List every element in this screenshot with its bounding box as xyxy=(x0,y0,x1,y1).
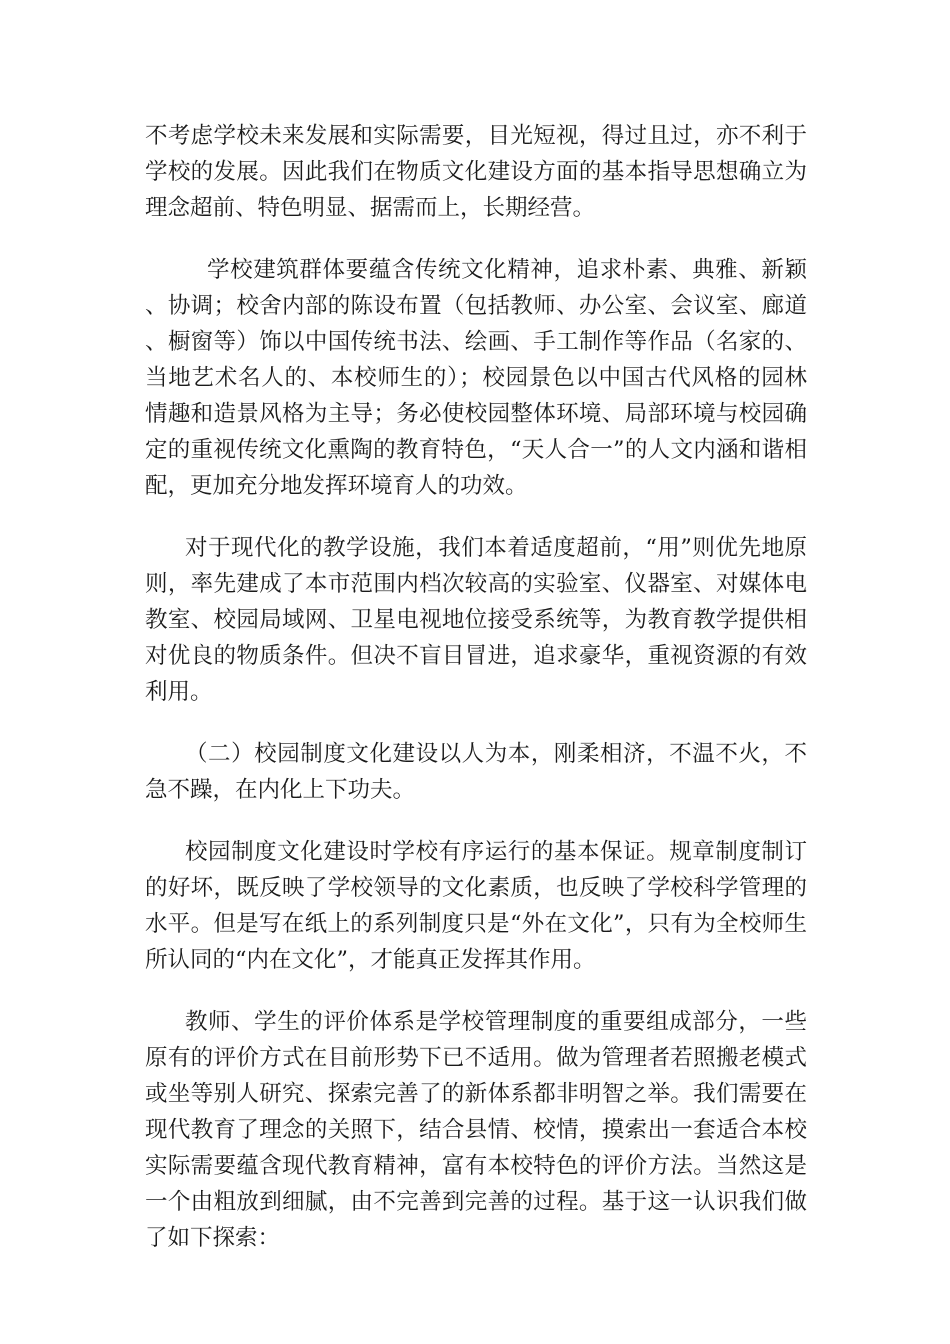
paragraph-1: 不考虑学校未来发展和实际需要，目光短视，得过且过，亦不利于学校的发展。因此我们在物质文化建设方面的基本指导思想确立为理念超前、特色明显、据需而上，长期经营。 xyxy=(145,123,807,221)
paragraph-2: 学校建筑群体要蕴含传统文化精神，追求朴素、典雅、新颖、协调；校舍内部的陈设布置（包括教师、办公室、会议室、廊道、橱窗等）饰以中国传统书法、绘画、手工制作等作品（名家的、当地艺术名人的、本校师生的）；校园景色以中国古代风格的园林情趣和造景风格为主导；务必使校园整体环境、局部环境与校园确定的重视传统文化熏陶的教育特色，“天人合一”的人文内涵和谐相配，更加充分地发挥环境育人的功效。 xyxy=(145,257,807,499)
paragraph-5: 校园制度文化建设时学校有序运行的基本保证。规章制度制订的好坏，既反映了学校领导的文化素质，也反映了学校科学管理的水平。但是写在纸上的系列制度只是“外在文化”，只有为全校师生所认同的“内在文化”，才能真正发挥其作用。 xyxy=(145,839,807,973)
document-body xyxy=(145,118,807,1282)
paragraph-6: 教师、学生的评价体系是学校管理制度的重要组成部分，一些原有的评价方式在目前形势下已不适用。做为管理者若照搬老模式或坐等别人研究、探索完善了的新体系都非明智之举。我们需要在现代教育了理念的关照下，结合县情、校情，摸索出一套适合本校实际需要蕴含现代教育精神，富有本校特色的评价方法。当然这是一个由粗放到细腻，由不完善到完善的过程。基于这一认识我们做了如下探索： xyxy=(145,1009,807,1251)
paragraph-4: （二）校园制度文化建设以人为本，刚柔相济，不温不火，不急不躁，在内化上下功夫。 xyxy=(145,741,807,803)
paragraph-3: 对于现代化的教学设施，我们本着适度超前，“用”则优先地原则，率先建成了本市范围内档次较高的实验室、仪器室、对媒体电教室、校园局域网、卫星电视地位接受系统等，为教育教学提供相对优良的物质条件。但决不盲目冒进，追求豪华，重视资源的有效利用。 xyxy=(145,535,807,705)
